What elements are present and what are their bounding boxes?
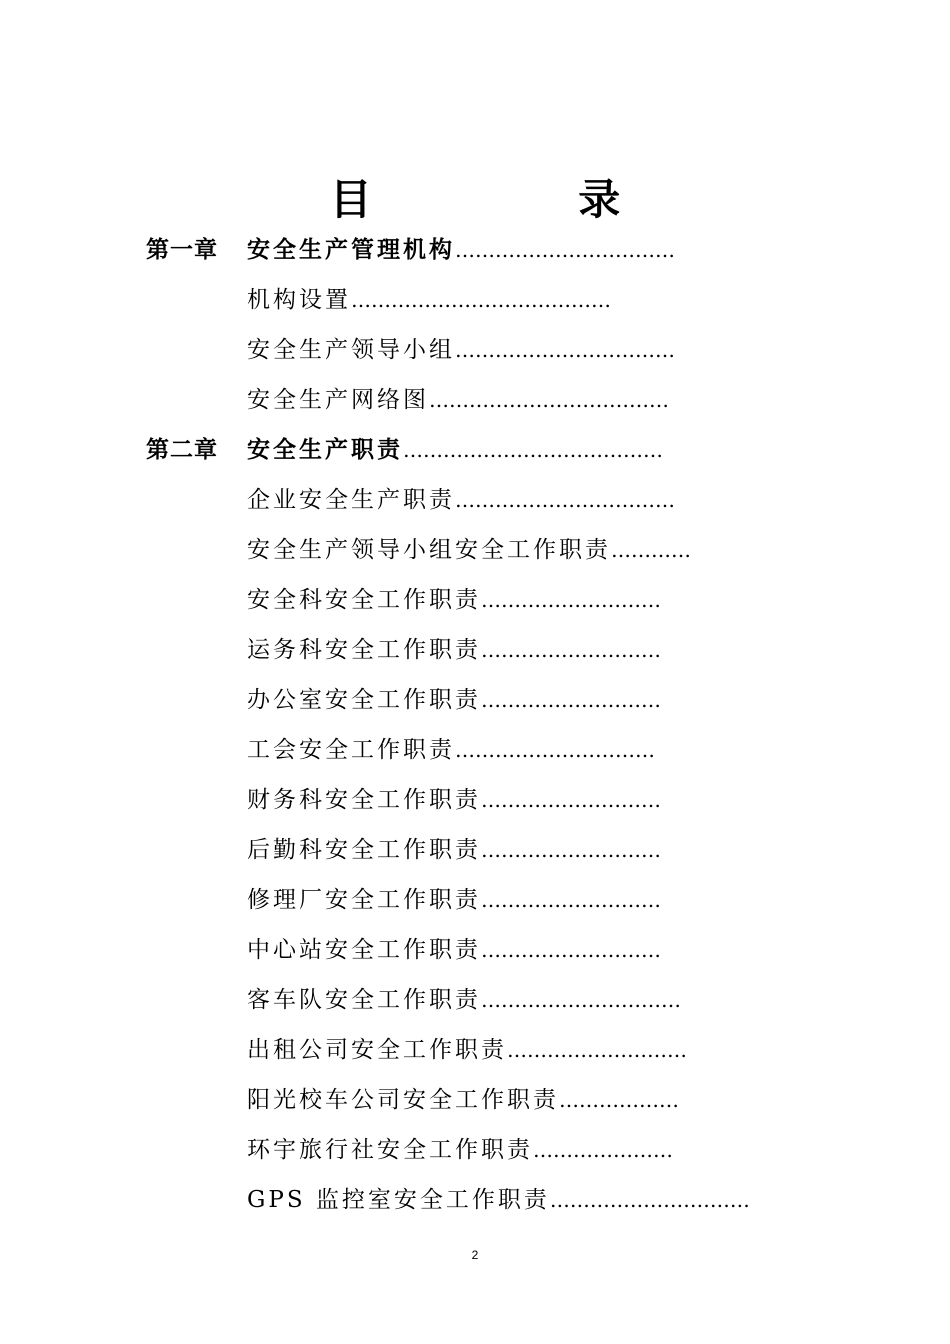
- toc-entry-text: [247, 575, 661, 625]
- toc-entry-row: [0, 375, 950, 425]
- toc-entry-label: 运务科安全工作职责: [247, 637, 481, 663]
- toc-entry-text: [247, 675, 661, 725]
- toc-entry-text: [247, 925, 661, 975]
- toc-leader-dots: …………………………: [455, 738, 655, 762]
- toc-entry-text: [247, 725, 655, 775]
- toc-entry-row: [0, 1125, 950, 1175]
- toc-entry-label: 阳光校车公司安全工作职责: [247, 1087, 559, 1113]
- toc-entry-label: 中心站安全工作职责: [247, 937, 481, 963]
- toc-leader-dots: …………………………………: [351, 288, 611, 312]
- toc-entry-text: [247, 625, 661, 675]
- toc-entry-text: [247, 1175, 750, 1225]
- toc-entry-row: [0, 625, 950, 675]
- toc-entry-label: 工会安全工作职责: [247, 737, 455, 763]
- toc-entry-label: 环宇旅行社安全工作职责: [247, 1137, 533, 1163]
- toc-entry-row: [0, 875, 950, 925]
- toc-entry-row: [0, 725, 950, 775]
- toc-leader-dots: …………………: [533, 1138, 673, 1162]
- toc-entry-row: [0, 525, 950, 575]
- toc-entry-text: [247, 475, 675, 525]
- toc-entry-label: 机构设置: [247, 287, 351, 313]
- toc-leader-dots: ………………………: [481, 588, 661, 612]
- toc-entry-label: 办公室安全工作职责: [247, 687, 481, 713]
- table-of-contents: [0, 225, 950, 1225]
- toc-entry-row: [0, 1075, 950, 1125]
- toc-leader-dots: ………………………: [481, 938, 661, 962]
- toc-chapter-row: [0, 225, 950, 275]
- toc-entry-label: 安全生产职责: [247, 436, 403, 463]
- toc-entry-row: [0, 575, 950, 625]
- toc-leader-dots: ……………………………: [455, 238, 675, 262]
- toc-entry-row: [0, 675, 950, 725]
- page-title: 目 录: [329, 175, 717, 224]
- toc-entry-text: [247, 325, 675, 375]
- toc-leader-dots: …………………………: [481, 988, 681, 1012]
- toc-entry-label: 客车队安全工作职责: [247, 987, 481, 1013]
- toc-entry-text: [247, 225, 675, 275]
- toc-entry-label: 安全生产领导小组: [247, 337, 455, 363]
- toc-entry-text: [247, 975, 681, 1025]
- toc-entry-text: [247, 1125, 673, 1175]
- toc-entry-row: [0, 825, 950, 875]
- toc-entry-label: 企业安全生产职责: [247, 487, 455, 513]
- toc-entry-label: 后勤科安全工作职责: [247, 837, 481, 863]
- toc-entry-text: [247, 1025, 687, 1075]
- toc-entry-text: [247, 425, 663, 475]
- toc-entry-row: [0, 275, 950, 325]
- toc-entry-row: [0, 925, 950, 975]
- toc-entry-label: 安全生产网络图: [247, 387, 429, 413]
- toc-leader-dots: ………………………: [481, 638, 661, 662]
- toc-entry-label: 财务科安全工作职责: [247, 787, 481, 813]
- toc-entry-row: [0, 975, 950, 1025]
- toc-entry-label: 安全生产管理机构: [247, 236, 455, 263]
- toc-leader-dots: ………………………: [481, 788, 661, 812]
- toc-leader-dots: …………………………………: [403, 438, 663, 462]
- toc-entry-label: 安全生产领导小组安全工作职责: [247, 537, 611, 563]
- toc-entry-text: [247, 525, 691, 575]
- toc-entry-text: [247, 375, 669, 425]
- toc-entry-text: [247, 825, 661, 875]
- toc-entry-text: [247, 1075, 679, 1125]
- toc-entry-row: [0, 1025, 950, 1075]
- toc-entry-label: 修理厂安全工作职责: [247, 887, 481, 913]
- toc-chapter-row: [0, 425, 950, 475]
- toc-entry-row: [0, 1175, 950, 1225]
- toc-entry-row: [0, 475, 950, 525]
- toc-entry-text: [247, 775, 661, 825]
- toc-entry-text: [247, 875, 661, 925]
- toc-entry-row: [0, 325, 950, 375]
- toc-entry-text: [247, 275, 611, 325]
- toc-leader-dots: ……………………………: [455, 488, 675, 512]
- toc-leader-dots: ………………………: [507, 1038, 687, 1062]
- toc-leader-dots: ………………………………: [429, 388, 669, 412]
- toc-leader-dots: …………………………: [549, 1188, 750, 1212]
- toc-entry-label: GPS 监控室安全工作职责: [247, 1187, 550, 1213]
- page-number: 2: [471, 1248, 479, 1262]
- toc-chapter-number: 第一章: [146, 236, 218, 263]
- toc-leader-dots: ……………………………: [455, 338, 675, 362]
- toc-entry-label: 安全科安全工作职责: [247, 587, 481, 613]
- toc-leader-dots: ………………………: [481, 838, 661, 862]
- toc-chapter-number: 第二章: [146, 436, 218, 463]
- toc-entry-label: 出租公司安全工作职责: [247, 1037, 507, 1063]
- toc-entry-row: [0, 775, 950, 825]
- toc-leader-dots: ………………………: [481, 888, 661, 912]
- toc-leader-dots: ………………………: [481, 688, 661, 712]
- toc-leader-dots: …………: [611, 538, 691, 562]
- toc-leader-dots: ………………: [559, 1088, 679, 1112]
